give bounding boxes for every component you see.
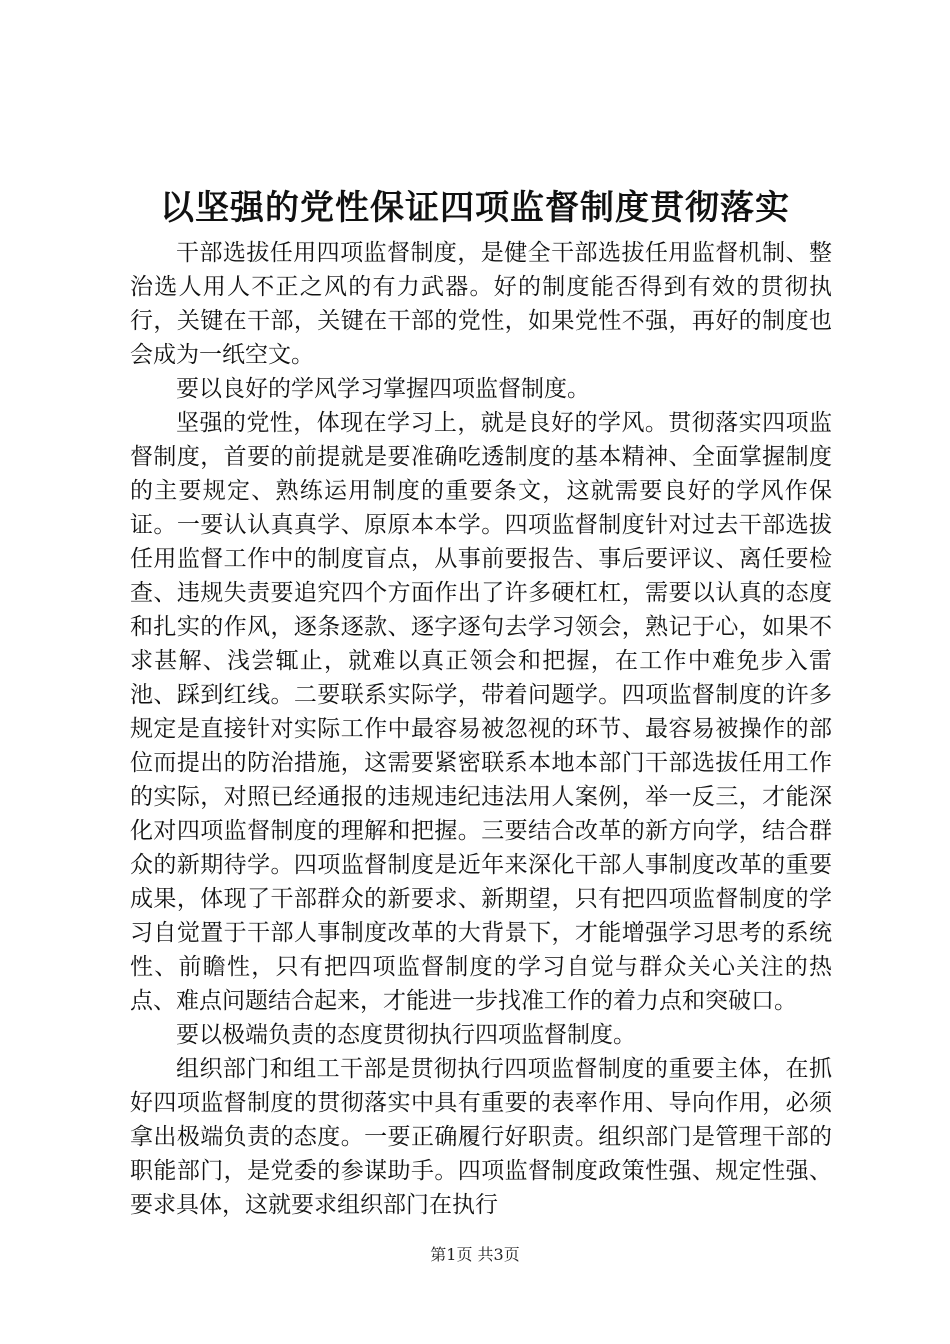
document-title: 以坚强的党性保证四项监督制度贯彻落实 (160, 188, 790, 228)
paragraph: 干部选拔任用四项监督制度，是健全干部选拔任用监督机制、整治选人用人不正之风的有力武器。好的制度能否得到有效的贯彻执行，关键在干部，关键在干部的党性，如果党性不强，再好的制度也会成为一纸空文。 (130, 240, 832, 368)
document-body (130, 236, 832, 1222)
page-number-footer: 第1页 共3页 (430, 1245, 520, 1264)
paragraph: 坚强的党性，体现在学习上，就是良好的学风。贯彻落实四项监督制度，首要的前提就是要准确吃透制度的基本精神、全面掌握制度的主要规定、熟练运用制度的重要条文，这就需要良好的学风作保证。一要认认真真学、原原本本学。四项监督制度针对过去干部选拔任用监督工作中的制度盲点，从事前要报告、事后要评议、离任要检查、违规失责要追究四个方面作出了许多硬杠杠，需要以认真的态度和扎实的作风，逐条逐款、逐字逐句去学习领会，熟记于心，如果不求甚解、浅尝辄止，就难以真正领会和把握，在工作中难免步入雷池、踩到红线。二要联系实际学，带着问题学。四项监督制度的许多规定是直接针对实际工作中最容易被忽视的环节、最容易被操作的部位而提出的防治措施，这需要紧密联系本地本部门干部选拔任用工作的实际，对照已经通报的违规违纪违法用人案例，举一反三，才能深化对四项监督制度的理解和把握。三要结合改革的新方向学，结合群众的新期待学。四项监督制度是近年来深化干部人事制度改革的重要成果，体现了干部群众的新要求、新期望，只有把四项监督制度的学习自觉置于干部人事制度改革的大背景下，才能增强学习思考的系统性、前瞻性，只有把四项监督制度的学习自觉与群众关心关注的热点、难点问题结合起来，才能进一步找准工作的着力点和突破口。 (130, 410, 832, 1014)
paragraph: 组织部门和组工干部是贯彻执行四项监督制度的重要主体，在抓好四项监督制度的贯彻落实中具有重要的表率作用、导向作用，必须拿出极端负责的态度。一要正确履行好职责。组织部门是管理干部的职能部门，是党委的参谋助手。四项监督制度政策性强、规定性强、要求具体，这就要求组织部门在执行 (130, 1056, 832, 1218)
section-heading: 要以良好的学风学习掌握四项监督制度。 (176, 376, 590, 402)
section-heading: 要以极端负责的态度贯彻执行四项监督制度。 (176, 1022, 636, 1048)
